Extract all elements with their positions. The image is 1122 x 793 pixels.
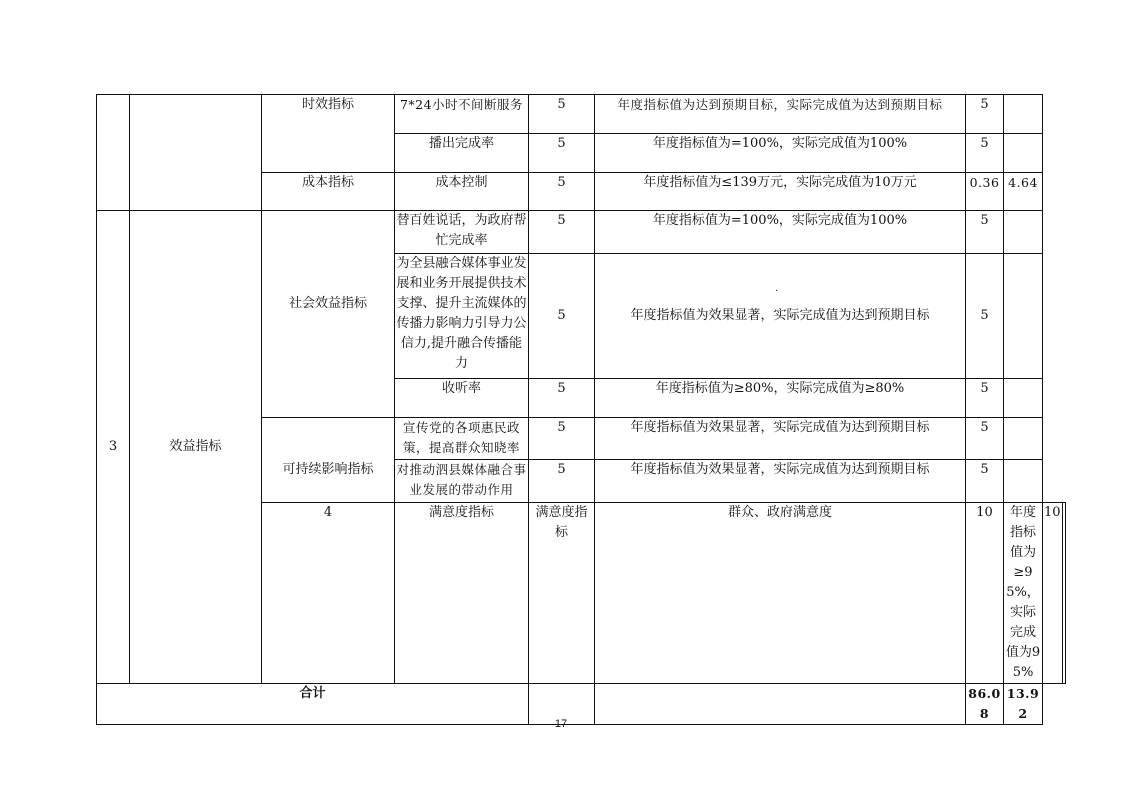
- cell-description: 年度指标值为≤139万元，实际完成值为10万元: [595, 173, 966, 211]
- cell-promote-indicator: 对推动泗县媒体融合事业发展的带动作用: [395, 460, 529, 503]
- cell-empty: [130, 95, 262, 211]
- cell-actual-score: 5: [966, 134, 1004, 173]
- performance-evaluation-table: [96, 94, 1066, 725]
- cell-actual-score: 10: [1043, 503, 1063, 684]
- cell-empty: [1004, 134, 1043, 173]
- cell-description: 年度指标值为效果显著，实际完成值为达到预期目标: [595, 460, 966, 503]
- cell-description: 年度指标值为效果显著，实际完成值为达到预期目标: [595, 418, 966, 460]
- stray-dot: .: [775, 283, 779, 294]
- cell-empty: [1004, 379, 1043, 418]
- cell-actual-score: 5: [966, 254, 1004, 379]
- cell-actual-score: 5: [966, 211, 1004, 254]
- cell-description: 年度指标值为达到预期目标，实际完成值为达到预期目标: [595, 95, 966, 134]
- cell-speak-indicator: 替百姓说话，为政府帮忙完成率: [395, 211, 529, 254]
- cell-description: 年度指标值为=100%，实际完成值为100%: [595, 211, 966, 254]
- cell-score: 5: [529, 254, 595, 379]
- cell-empty: [1004, 460, 1043, 503]
- cell-actual-score: 5: [966, 418, 1004, 460]
- table-row: [97, 211, 1066, 254]
- cell-media-indicator: 为全县融合媒体事业发展和业务开展提供技术支撑、提升主流媒体的传播力影响力引导力公信力,提升融合传播能力: [395, 254, 529, 379]
- cell-broadcast-indicator: 播出完成率: [395, 134, 529, 173]
- cell-listen-indicator: 收听率: [395, 379, 529, 418]
- cell-empty: [1062, 503, 1065, 684]
- cell-timeliness-category: 时效指标: [262, 95, 395, 173]
- cell-description: 年度指标值为≥80%，实际完成值为≥80%: [595, 379, 966, 418]
- cell-sustain-category: 可持续影响指标: [262, 418, 395, 503]
- total-label: 合计: [97, 684, 529, 725]
- total-deducted-score: 13.92: [1004, 684, 1043, 725]
- cell-score: 5: [529, 418, 595, 460]
- cell-cost-indicator: 成本控制: [395, 173, 529, 211]
- cell-actual-score: 5: [966, 379, 1004, 418]
- cell-empty: [97, 95, 130, 211]
- cell-policy-indicator: 宣传党的各项惠民政策，提高群众知晓率: [395, 418, 529, 460]
- cell-score: 5: [529, 379, 595, 418]
- cell-empty: [1004, 254, 1043, 379]
- cell-row-number: 4: [262, 503, 395, 684]
- page-number: 17: [554, 718, 568, 730]
- cell-description-text: 年度指标值为效果显著，实际完成值为达到预期目标: [630, 308, 930, 323]
- total-actual-score: 86.08: [966, 684, 1004, 725]
- cell-empty: [1004, 95, 1043, 134]
- cell-actual-score: 5: [966, 95, 1004, 134]
- cell-service-indicator: 7*24小时不间断服务: [395, 95, 529, 134]
- cell-level1-indicator: 满意度指标: [395, 503, 529, 684]
- cell-satisfaction-indicator: 群众、政府满意度: [595, 503, 966, 684]
- cell-score: 5: [529, 134, 595, 173]
- cell-score: 5: [529, 95, 595, 134]
- cell-satisfaction-category: 满意度指标: [529, 503, 595, 684]
- cell-row-number: 3: [97, 211, 130, 684]
- cell-level1-indicator: 效益指标: [130, 211, 262, 684]
- cell-empty: [1004, 211, 1043, 254]
- cell-deducted-score: 4.64: [1004, 173, 1043, 211]
- cell-description: 年度指标值为≥95%，实际完成值为95%: [1004, 503, 1043, 684]
- table-row: [97, 95, 1066, 134]
- cell-actual-score: 5: [966, 460, 1004, 503]
- cell-social-category: 社会效益指标: [262, 211, 395, 418]
- cell-score: 10: [966, 503, 1004, 684]
- cell-description: 年度指标值为=100%，实际完成值为100%: [595, 134, 966, 173]
- cell-actual-score: 0.36: [966, 173, 1004, 211]
- cell-score: 5: [529, 173, 595, 211]
- cell-score: 5: [529, 460, 595, 503]
- cell-description: [595, 254, 966, 379]
- cell-empty: [1004, 418, 1043, 460]
- cell-score: 5: [529, 211, 595, 254]
- cell-cost-category: 成本指标: [262, 173, 395, 211]
